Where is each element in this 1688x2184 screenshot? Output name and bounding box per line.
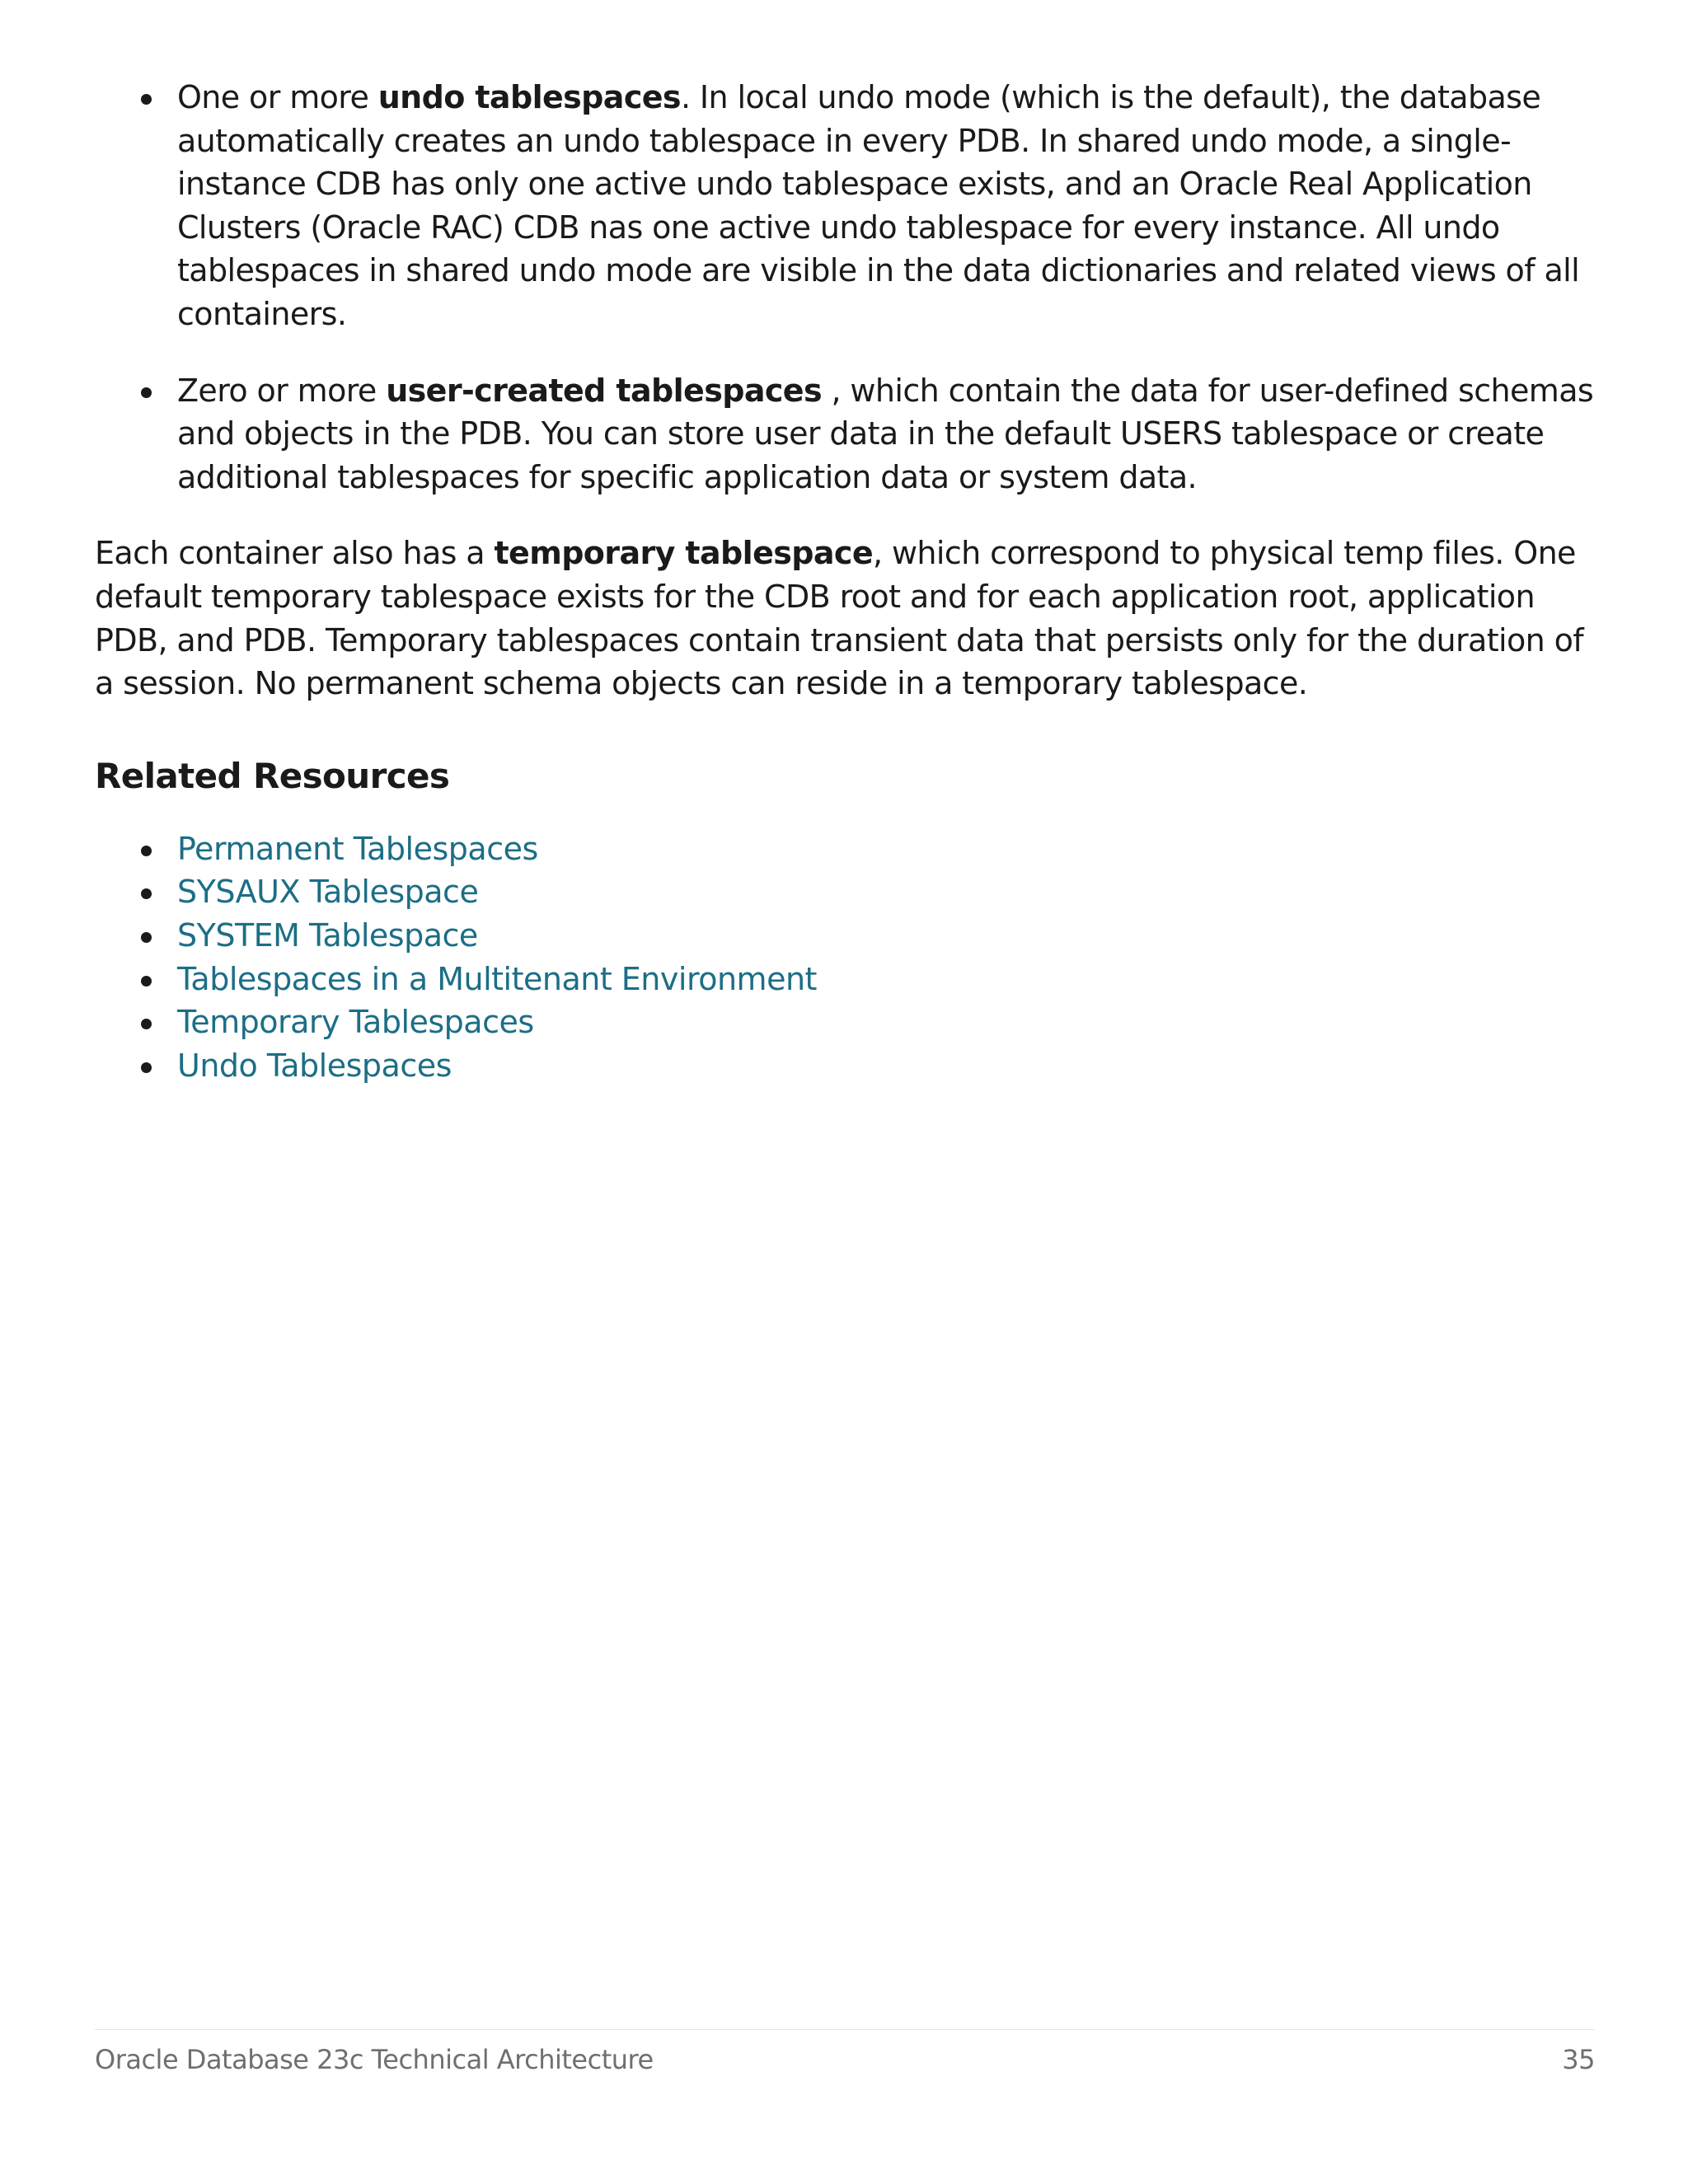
- paragraph-text: , which correspond to physical temp files. One default temporary tablespace exists for the CDB root and for each application root, application PDB, and PDB. Temporary tablespaces contain transient data that persists only for the duration of a session. No permanent schema objects can reside in a temporary tablespace.: [95, 535, 1584, 702]
- paragraph-bold-term: temporary tablespace: [494, 535, 873, 572]
- footer-divider: [95, 2029, 1595, 2030]
- bullet-icon: [141, 387, 152, 398]
- list-item: [95, 1001, 1595, 1044]
- list-item: [95, 870, 1595, 914]
- bullet-text: Zero or more: [177, 372, 387, 409]
- link-permanent-tablespaces[interactable]: Permanent Tablespaces: [177, 830, 538, 867]
- footer-document-title: Oracle Database 23c Technical Architecture: [95, 2044, 654, 2075]
- list-item: [95, 1044, 1595, 1088]
- related-resources-heading: Related Resources: [95, 755, 450, 796]
- paragraph-text: Each container also has a: [95, 535, 495, 572]
- link-sysaux-tablespace[interactable]: SYSAUX Tablespace: [177, 874, 479, 911]
- bullet-icon: [141, 846, 152, 856]
- list-item: [95, 958, 1595, 1001]
- bullet-icon: [141, 888, 152, 899]
- bullet-text: One or more: [177, 79, 378, 115]
- list-item: [95, 914, 1595, 958]
- link-undo-tablespaces[interactable]: Undo Tablespaces: [177, 1047, 452, 1084]
- list-item: [95, 369, 1595, 499]
- list-item: [95, 76, 1595, 336]
- list-item: [95, 827, 1595, 871]
- bullet-bold-term: undo tablespaces: [377, 79, 681, 115]
- link-temporary-tablespaces[interactable]: Temporary Tablespaces: [177, 1004, 534, 1041]
- page-number: 35: [1562, 2044, 1595, 2075]
- bullet-icon: [141, 1062, 152, 1073]
- bullet-text: , which contain the data for user-defined schemas and objects in the PDB. You can store user data in the default USERS tablespace or create additional tablespaces for specific application data or system data.: [177, 372, 1594, 495]
- page-content: [95, 76, 1595, 1087]
- link-tablespaces-multitenant[interactable]: Tablespaces in a Multitenant Environment: [177, 960, 817, 997]
- related-resources-list: [95, 827, 1595, 1088]
- page-footer: [95, 2044, 1595, 2075]
- bullet-icon: [141, 94, 152, 105]
- bullet-icon: [141, 1019, 152, 1029]
- bullet-text: . In local undo mode (which is the default), the database automatically creates an undo tablespace in every PDB. In shared undo mode, a single-instance CDB has only one active undo tablespace exists, and an Oracle Real Application Clusters (Oracle RAC) CDB nas one active undo tablespace for every instance. All undo tablespaces in shared undo mode are visible in the data dictionaries and related views of all containers.: [177, 79, 1580, 332]
- bullet-icon: [141, 976, 152, 987]
- temporary-tablespace-paragraph: [95, 532, 1595, 705]
- tablespace-bullet-list: [95, 76, 1595, 499]
- bullet-bold-term: user-created tablespaces: [386, 372, 822, 409]
- link-system-tablespace[interactable]: SYSTEM Tablespace: [177, 916, 478, 954]
- bullet-icon: [141, 932, 152, 943]
